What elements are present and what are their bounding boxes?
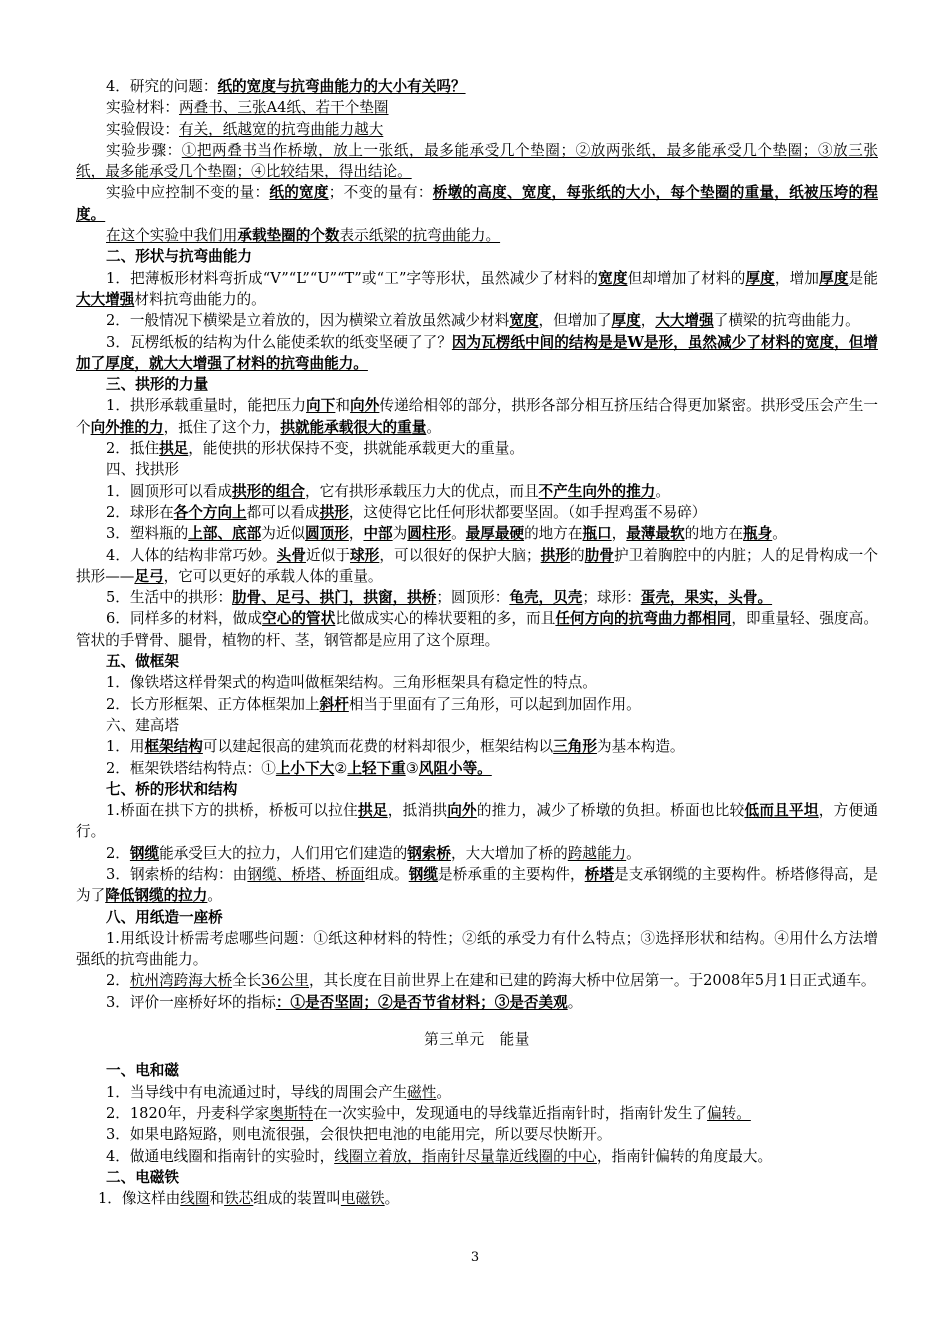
list-item (76, 1124, 878, 1145)
text-run: ，抵住了这个力， (163, 418, 281, 436)
emphasized-text: 大大增强 (76, 290, 135, 308)
text-run: 。 (384, 1190, 400, 1208)
text-run: 的地方在 (684, 525, 744, 543)
emphasized-text: 线圈 (180, 1190, 210, 1208)
emphasized-text: 拱足 (159, 440, 189, 458)
text-run: 3．如果电路短路，则电流很强，会很快把电池的电能用完，所以要尽快断开。 (106, 1126, 612, 1144)
emphasized-text: 斜杆 (319, 695, 349, 713)
section-heading-arch: 三、拱形的力量 (106, 376, 209, 394)
emphasized-text: 承载垫圈的个数 (237, 227, 340, 245)
emphasized-text: 最厚最硬 (465, 525, 525, 543)
text-run: 可以建起很高的建筑而花费的材料却很少，框架结构以 (202, 738, 554, 756)
list-item (76, 1188, 878, 1209)
unit-title: 第三单元 能量 (424, 1031, 530, 1049)
text-run: 传递给相邻的部分，拱形各部分相互挤压结合得更加紧密。拱形受压会产生一个 (76, 397, 878, 436)
text-run: 5．生活中的拱形： (106, 589, 233, 607)
text-run: 。 (451, 525, 466, 543)
text-run: 2．抵住 (106, 440, 160, 458)
emphasized-text: 大大增强 (655, 312, 714, 330)
text-run: 2．框架铁塔结构特点：① (106, 759, 276, 777)
text-run: 3．评价一座桥好坏的指标 (106, 993, 276, 1011)
text-run: 为 (392, 525, 408, 543)
text-run: 的 (570, 546, 585, 564)
text-run: 4．研究的问题： (106, 78, 218, 95)
emphasized-text: ：①是否坚固；②是否节省材料；③是否美观 (275, 993, 568, 1011)
text-run: 实验材料： (106, 99, 179, 117)
list-item (76, 310, 878, 331)
emphasized-text: 上小下大 (275, 759, 335, 777)
text-run: ，增加 (774, 269, 820, 287)
text-run: ，它有拱形承载压力大的优点，而且 (305, 482, 539, 500)
text-run: 相当于里面有了三角形，可以起到加固作用。 (348, 695, 641, 713)
text-run: 材料抗弯曲能力的。 (134, 290, 266, 308)
text-run: 但却增加了材料的 (627, 269, 746, 287)
emphasized-text: 桥塔 (584, 865, 615, 883)
emphasized-text: 奥斯特 (269, 1104, 313, 1122)
text-run: 是能 (848, 269, 878, 287)
list-item (76, 970, 878, 991)
text-run: 4．人体的结构非常巧妙。 (106, 546, 277, 564)
text-run: 。 (426, 418, 441, 436)
section-heading-shape: 二、形状与抗弯曲能力 (106, 248, 252, 266)
text-run: 组成。 (364, 865, 409, 883)
emphasized-text: 铁芯 (224, 1190, 254, 1208)
emphasized-text: 肋骨、足弓、拱门，拱窗，拱桥 (232, 589, 437, 607)
text-run: 1.桥面在拱下方的拱桥，桥板可以拉住 (106, 802, 358, 820)
text-run: 组成的装置叫 (253, 1190, 341, 1208)
text-run: 1．把薄板形材料弯折成“V”“L”“U”“T”或“工”字等形状，虽然减少了材料的 (106, 269, 599, 287)
emphasized-text: 桥墩的高度、宽度，每张纸的大小，每个垫圈的重量，纸被压垮的程度。 (76, 184, 878, 223)
section-heading-find-arch: 四、找拱形 (106, 461, 179, 479)
emphasized-text: 空心的管状 (262, 610, 336, 628)
list-item (76, 523, 878, 544)
text-run: 6．同样多的材料，做成 (106, 610, 263, 628)
list-item (76, 332, 878, 375)
emphasized-text: 向外 (447, 802, 477, 820)
emphasized-text: 36公里 (261, 972, 310, 990)
page-number: 3 (470, 1250, 480, 1265)
text-run: 比做成实心的棒状要粗的多，而且 (335, 610, 556, 628)
section-heading-frame: 五、做框架 (106, 653, 179, 671)
text-run: ，可以很好的保护大脑； (379, 546, 541, 564)
text-run: 都可以看成 (246, 503, 320, 521)
emphasized-text: 厚度 (611, 312, 641, 330)
emphasized-text: 纸的宽度与抗弯曲能力的大小有关吗？ (217, 78, 466, 95)
emphasized-text: 拱就能承载很大的重量 (280, 418, 427, 436)
emphasized-text: 三角形 (553, 738, 597, 756)
emphasized-text: 龟壳，贝壳 (509, 589, 583, 607)
text-run: 3．塑料瓶的 (106, 525, 189, 543)
text-run: 1．圆顶形可以看成 (106, 482, 233, 500)
emphasized-text: 圆柱形 (407, 525, 452, 543)
list-item (76, 268, 878, 311)
text-run: 全长 (232, 972, 262, 990)
emphasized-text: 上轻下重 (347, 759, 406, 777)
text-run: 2．长方形框架、正方体框架加上 (106, 695, 320, 713)
emphasized-text: 钢缆 (408, 865, 439, 883)
measurement-paragraph (76, 225, 878, 246)
text-run: 。 (772, 525, 787, 543)
hypothesis-paragraph (76, 119, 878, 140)
text-run: 和 (335, 397, 351, 415)
text-run: ，能使拱的形状保持不变，拱就能承载更大的重量。 (188, 440, 524, 458)
text-run: 3．瓦楞纸板的结构为什么能使柔软的纸变坚硬了了？ (106, 333, 452, 351)
list-item (76, 587, 878, 608)
emphasized-text: 跨越能力 (567, 844, 627, 862)
emphasized-text: 头骨 (276, 546, 307, 564)
list-item (76, 992, 878, 1013)
list-item (76, 1082, 878, 1103)
emphasized-text: 不产生向外的推力 (538, 482, 656, 500)
text-run: 2． (106, 972, 130, 990)
text-run: 1．当导线中有电流通过时，导线的周围会产生 (106, 1083, 408, 1101)
text-run: 为基本构造。 (596, 738, 685, 756)
emphasized-text: 任何方向的抗弯曲力都相同 (555, 610, 732, 628)
emphasized-text: 蛋壳，果实，头骨。 (640, 589, 773, 607)
emphasized-text: 瓶口 (582, 525, 612, 543)
emphasized-text: 钢缆 (129, 844, 160, 862)
text-run: 1．像铁塔这样骨架式的构造叫做框架结构。三角形框架具有稳定性的特点。 (106, 674, 597, 692)
list-item (76, 843, 878, 864)
text-run: 了横梁的抗弯曲能力。 (713, 312, 860, 330)
list-item (76, 1103, 878, 1124)
text-run: 是桥承重的主要构件， (438, 865, 585, 883)
text-run: 2．球形在 (106, 503, 174, 521)
section-heading-bridge: 七、桥的形状和结构 (106, 780, 238, 798)
text-run: 。 (626, 844, 641, 862)
steps-paragraph (76, 140, 878, 183)
text-run: ，即重量轻、强度高。管状的手臂骨、腿骨，植物的杆、茎，钢管都是应用了这个原理。 (76, 610, 878, 649)
text-run: ；圆顶形： (436, 589, 510, 607)
text-run: 近似于 (306, 546, 351, 564)
emphasized-text: 向外推的力 (90, 418, 164, 436)
text-run: 实验中应控制不变的量： (106, 184, 270, 202)
text-run: 的地方在 (524, 525, 583, 543)
emphasized-text: ①把两叠书当作桥墩，放上一张纸，最多能承受几个垫圈；②放两张纸，最多能承受几个垫圈；③放三张纸，最多能承受几个垫圈；④比较结果，得出结论。 (76, 141, 878, 181)
list-item (76, 736, 878, 757)
emphasized-text: 最薄最软 (626, 525, 685, 543)
emphasized-text: 偏转。 (707, 1104, 751, 1122)
emphasized-text: 在这个实验中我们用 (106, 227, 238, 245)
list-item (76, 672, 878, 693)
emphasized-text: 拱足 (358, 802, 388, 820)
list-item (76, 481, 878, 502)
section-heading-electricity-magnetism: 一、电和磁 (106, 1062, 179, 1080)
text-run: 。 (655, 482, 670, 500)
list-item (76, 438, 878, 459)
emphasized-text: 电磁铁 (340, 1190, 385, 1208)
text-run: 2． (106, 844, 130, 862)
text-run: ，但增加了 (538, 312, 612, 330)
text-run: ③ (405, 759, 419, 777)
list-item (76, 502, 878, 523)
list-item (76, 395, 878, 438)
emphasized-text: 厚度 (745, 269, 775, 287)
list-item (76, 928, 878, 971)
text-run: ， (348, 525, 364, 543)
materials-paragraph (76, 97, 878, 118)
text-run: ，方便通行。 (76, 802, 878, 841)
emphasized-text: 瓶身 (743, 525, 773, 543)
text-run: ，这使得它比任何形状都要坚固。（如手捏鸡蛋不易碎） (348, 503, 707, 521)
text-run: 护卫着胸腔中的内脏；人的足骨构成一个拱形—— (76, 546, 878, 585)
emphasized-text: 厚度 (819, 269, 849, 287)
list-item (76, 545, 878, 588)
text-run: 是支承钢缆的主要构件。桥塔修得高，是为了 (76, 865, 878, 905)
list-item (76, 1146, 878, 1167)
emphasized-text: 两叠书、三张A4纸、若干个垫圈 (178, 99, 389, 117)
text-run: 为近似 (261, 525, 306, 543)
text-run: 。 (207, 887, 222, 905)
text-run: 2．一般情况下横梁是立着放的，因为横梁立着放虽然减少材料 (106, 312, 510, 330)
section-heading-paper-bridge: 八、用纸造一座桥 (106, 908, 223, 926)
emphasized-text: 纸的宽度 (269, 184, 329, 202)
text-run: 2．1820年，丹麦科学家 (106, 1104, 270, 1122)
emphasized-text: 肋骨 (584, 546, 615, 564)
emphasized-text: 向外 (350, 397, 380, 415)
emphasized-text: 低而且平坦 (744, 802, 819, 820)
emphasized-text: 表示纸梁的抗弯曲能力。 (339, 227, 501, 245)
emphasized-text: 降低钢缆的拉力 (105, 887, 208, 905)
emphasized-text: 宽度 (598, 269, 628, 287)
text-run: 4．做通电线圈和指南针的实验时， (106, 1147, 335, 1165)
list-item (76, 758, 878, 779)
text-run: ，它可以更好的承载人体的重量。 (163, 567, 383, 585)
text-run: ， (611, 525, 627, 543)
list-item (76, 608, 878, 651)
text-run: 。 (436, 1083, 451, 1101)
text-run: 的推力，减少了桥墩的负担。桥面也比较 (476, 802, 745, 820)
text-run: ， (640, 312, 656, 330)
text-run: 1．用 (106, 738, 145, 756)
emphasized-text: 圆顶形 (305, 525, 349, 543)
text-run: ；不变的量有： (328, 184, 433, 202)
text-run: 3．钢索桥的结构：由 (106, 865, 248, 883)
text-run: ，抵消拱 (387, 802, 448, 820)
text-run: 1．拱形承载重量时，能把压力 (106, 397, 307, 415)
text-run: 和 (209, 1190, 225, 1208)
section-heading-electromagnet: 二、电磁铁 (106, 1168, 179, 1186)
question-paragraph (76, 76, 878, 97)
emphasized-text: 钢索桥 (407, 844, 451, 862)
text-run: ，指南针偏转的角度最大。 (596, 1147, 773, 1165)
emphasized-text: 有关，纸越宽的抗弯曲能力越大 (178, 120, 384, 138)
section-heading-tower: 六、建高塔 (106, 716, 179, 734)
emphasized-text: 钢缆、桥塔、桥面 (247, 865, 365, 883)
emphasized-text: 中部 (363, 525, 393, 543)
emphasized-text: 足弓 (134, 567, 164, 585)
text-run: 。 (567, 993, 583, 1011)
text-run: 能承受巨大的拉力，人们用它们建造的 (159, 844, 408, 862)
emphasized-text: 拱形 (540, 546, 571, 564)
text-run: ，其长度在目前世界上在建和已建的跨海大桥中位居第一。于2008年5月1日正式通车。 (309, 972, 876, 990)
list-item (76, 694, 878, 715)
emphasized-text: 因为瓦楞纸中间的结构是是W是形，虽然减少了材料的宽度，但增加了厚度，就大大增强了材料的抗弯曲能力。 (76, 333, 878, 372)
emphasized-text: 拱形的组合 (232, 482, 306, 500)
emphasized-text: 上部、底部 (188, 525, 262, 543)
list-item (76, 864, 878, 907)
emphasized-text: 磁性 (407, 1083, 437, 1101)
text-run: 1．像这样由 (98, 1190, 181, 1208)
emphasized-text: 各个方向上 (173, 503, 247, 521)
controlled-variables-paragraph (76, 182, 878, 225)
list-item (76, 800, 878, 843)
emphasized-text: 球形 (350, 546, 380, 564)
text-run: 1.用纸设计桥需考虑哪些问题：①纸这种材料的特性；②纸的承受力有什么特点；③选择形状和结构。④用什么方法增强纸的抗弯曲能力。 (76, 929, 878, 969)
text-run: ② (334, 759, 348, 777)
text-run: 实验步骤： (106, 141, 182, 159)
emphasized-text: 向下 (306, 397, 336, 415)
text-run: 实验假设： (106, 120, 179, 138)
emphasized-text: 杭州湾跨海大桥 (129, 972, 233, 990)
text-run: 在一次实验中，发现通电的导线靠近指南针时，指南针发生了 (312, 1104, 708, 1122)
emphasized-text: 框架结构 (144, 738, 203, 756)
emphasized-text: 风阻小等。 (418, 759, 492, 777)
text-run: ，大大增加了桥的 (451, 844, 568, 862)
emphasized-text: 拱形 (319, 503, 349, 521)
emphasized-text: 宽度 (509, 312, 539, 330)
text-run: ；球形： (582, 589, 641, 607)
emphasized-text: 线圈立着放，指南针尽量靠近线圈的中心 (334, 1147, 597, 1165)
